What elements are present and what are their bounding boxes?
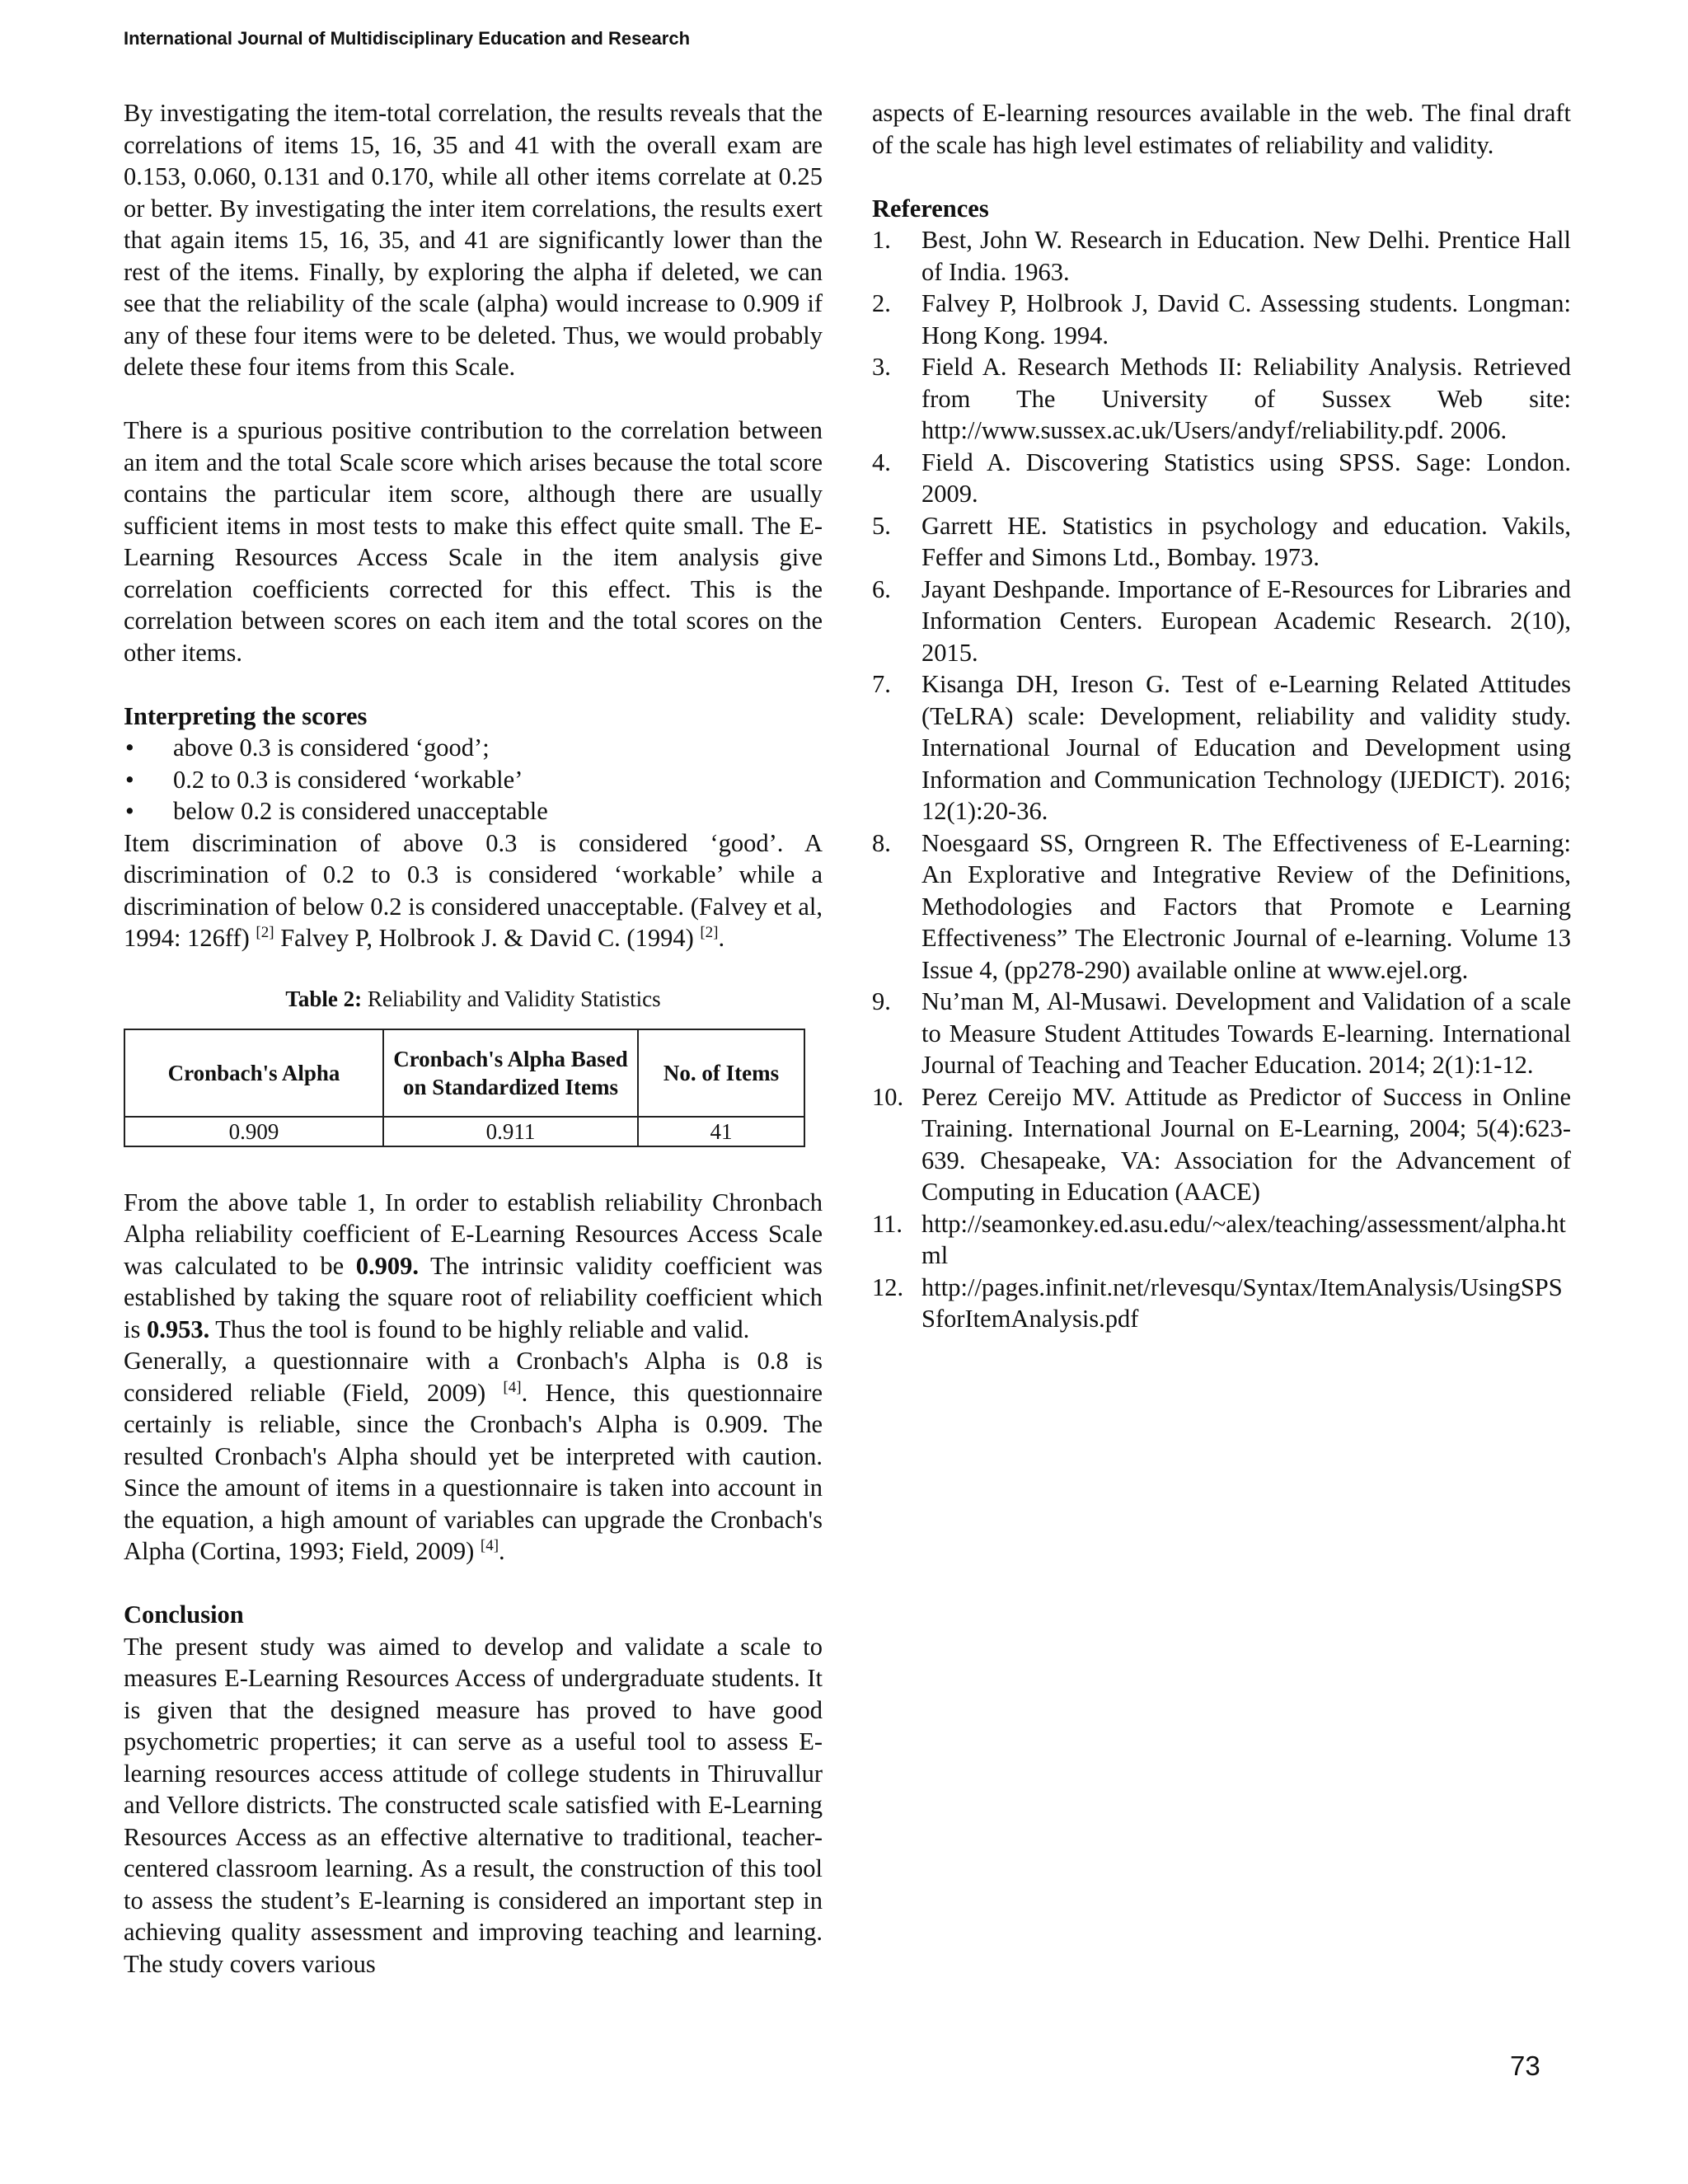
journal-title: International Journal of Multidisciplinary Education and Research	[124, 28, 691, 49]
heading-conclusion: Conclusion	[124, 1601, 244, 1629]
paragraph-conclusion: The present study was aimed to develop and validate a scale to measures E-Learning Resources Access of undergraduate students. It is given that the designed measure has proved to have good psychometric properties; it can serve as a useful tool to assess E-learning resources access attitude of college students in Thiruvallur and Vellore districts. The constructed scale satisfied with E-Learning Resources Access as an effective alternative to traditional, teacher-centered classroom learning. As a result, the construction of this tool to assess the student’s E-learning is considered an important step in achieving quality assessment and improving teaching and learning. The study covers various	[124, 1632, 823, 1978]
reference-list	[872, 224, 1571, 1335]
reference-item: 3. Field A. Research Methods II: Reliability Analysis. Retrieved from The University of Sussex Web site: http://www.sussex.ac.uk/Users/andyf/reliability.pdf. 2006.	[872, 353, 1571, 444]
heading-references: References	[872, 194, 989, 223]
citation: [2]	[700, 923, 719, 941]
paragraph-reliability-result: From the above table 1, In order to establish reliability Chronbach Alpha reliability coefficient of E-Learning Resources Access Scale was calculated to be 0.909. The intrinsic validity coefficient was established by taking the square root of reliability coefficient which is 0.953. Thus the tool is found to be highly reliable and valid.	[124, 1188, 823, 1343]
reliability-table	[124, 1029, 805, 1147]
reference-item: 1. Best, John W. Research in Education. New Delhi. Prentice Hall of India. 1963.	[872, 226, 1571, 286]
citation: [4]	[503, 1378, 522, 1396]
paragraph-spurious: There is a spurious positive contribution to the correlation between an item and the total Scale score which arises because the total score contains the particular item score, although there are usually sufficient items in most tests to make this effect quite small. The E-Learning Resources Access Scale in the item analysis give correlation coefficients corrected for this effect. This is the correlation between scores on each item and the total scores on the other items.	[124, 416, 823, 667]
table-cell: 0.909	[124, 1117, 383, 1146]
heading-interpreting: Interpreting the scores	[124, 701, 368, 730]
paragraph-item-total: By investigating the item-total correlation, the results reveals that the correlations of items 15, 16, 35 and 41 with the overall exam are 0.153, 0.060, 0.131 and 0.170, while all other items correlate at 0.25 or better. By investigating the inter item correlations, the results exert that again items 15, 16, 35, and 41 are significantly lower than the rest of the items. Finally, by exploring the alpha if deleted, we can see that the reliability of the scale (alpha) would increase to 0.909 if any of these four items were to be deleted. Thus, we would probably delete these four items from this Scale.	[124, 99, 823, 381]
table-header: Cronbach's Alpha	[124, 1029, 383, 1117]
reference-item: 7. Kisanga DH, Ireson G. Test of e-Learning Related Attitudes (TeLRA) scale: Development, reliability and validity study. International Journal of Education and Development using Information and Communication Technology (IJEDICT). 2016; 12(1):20-36.	[872, 670, 1571, 825]
interpretation-list	[124, 732, 823, 827]
paragraph-conclusion-continued: aspects of E-learning resources available in the web. The final draft of the scale has high level estimates of reliability and validity.	[872, 99, 1571, 159]
table-header: No. of Items	[638, 1029, 804, 1117]
right-column	[872, 97, 1571, 1335]
left-column	[124, 97, 823, 1980]
list-item: • 0.2 to 0.3 is considered ‘workable’	[124, 764, 823, 796]
paragraph-cronbach: Generally, a questionnaire with a Cronbach's Alpha is 0.8 is considered reliable (Field, 2009) [4]. Hence, this questionnaire certainly is reliable, since the Cronbach's Alpha is 0.909. The resulted Cronbach's Alpha should yet be interpreted with caution. Since the amount of items in a questionnaire is taken into account in the equation, a high amount of variables can upgrade the Cronbach's Alpha (Cortina, 1993; Field, 2009) [4].	[124, 1347, 823, 1565]
citation: [2]	[256, 923, 274, 941]
page-number: 73	[1510, 2050, 1540, 2081]
table-cell: 0.911	[383, 1117, 638, 1146]
reference-item: 11. http://seamonkey.ed.asu.edu/~alex/teaching/assessment/alpha.html	[872, 1209, 1566, 1269]
list-item: • below 0.2 is considered unacceptable	[124, 795, 823, 827]
paragraph-discrimination: Item discrimination of above 0.3 is considered ‘good’. A discrimination of 0.2 to 0.3 is considered ‘workable’ while a discrimination of below 0.2 is considered unacceptable. (Falvey et al, 1994: 126ff) [2] Falvey P, Holbrook J. & David C. (1994) [2].	[124, 828, 823, 952]
table-cell: 41	[638, 1117, 804, 1146]
reference-item: 4. Field A. Discovering Statistics using SPSS. Sage: London. 2009.	[872, 448, 1571, 508]
citation: [4]	[480, 1536, 499, 1554]
reference-item: 8. Noesgaard SS, Orngreen R. The Effectiveness of E-Learning: An Explorative and Integrative Review of the Definitions, Methodologies and Factors that Promote e Learning Effectiveness” The Electronic Journal of e-learning. Volume 13 Issue 4, (pp278-290) available online at www.ejel.org.	[872, 828, 1571, 984]
table-header: Cronbach's Alpha Based on Standardized Items	[383, 1029, 638, 1117]
reference-item: 10. Perez Cereijo MV. Attitude as Predictor of Success in Online Training. International Journal on E-Learning, 2004; 5(4):623-639. Chesapeake, VA: Association for the Advancement of Computing in Education (AACE)	[872, 1082, 1571, 1206]
table-row	[124, 1117, 804, 1146]
list-item: • above 0.3 is considered ‘good’;	[124, 732, 823, 764]
reference-item: 6. Jayant Deshpande. Importance of E-Resources for Libraries and Information Centers. European Academic Research. 2(10), 2015.	[872, 574, 1571, 667]
reference-item: 2. Falvey P, Holbrook J, David C. Assessing students. Longman: Hong Kong. 1994.	[872, 289, 1571, 349]
reference-item: 5. Garrett HE. Statistics in psychology and education. Vakils, Feffer and Simons Ltd., Bombay. 1973.	[872, 511, 1571, 571]
reference-item: 9. Nu’man M, Al-Musawi. Development and Validation of a scale to Measure Student Attitudes Towards E-learning. International Journal of Teaching and Teacher Education. 2014; 2(1):1-12.	[872, 987, 1571, 1079]
table-caption: Table 2: Reliability and Validity Statistics	[285, 986, 661, 1011]
reference-item: 12. http://pages.infinit.net/rlevesqu/Syntax/ItemAnalysis/UsingSPSSforItemAnalysis.pdf	[872, 1272, 1563, 1333]
